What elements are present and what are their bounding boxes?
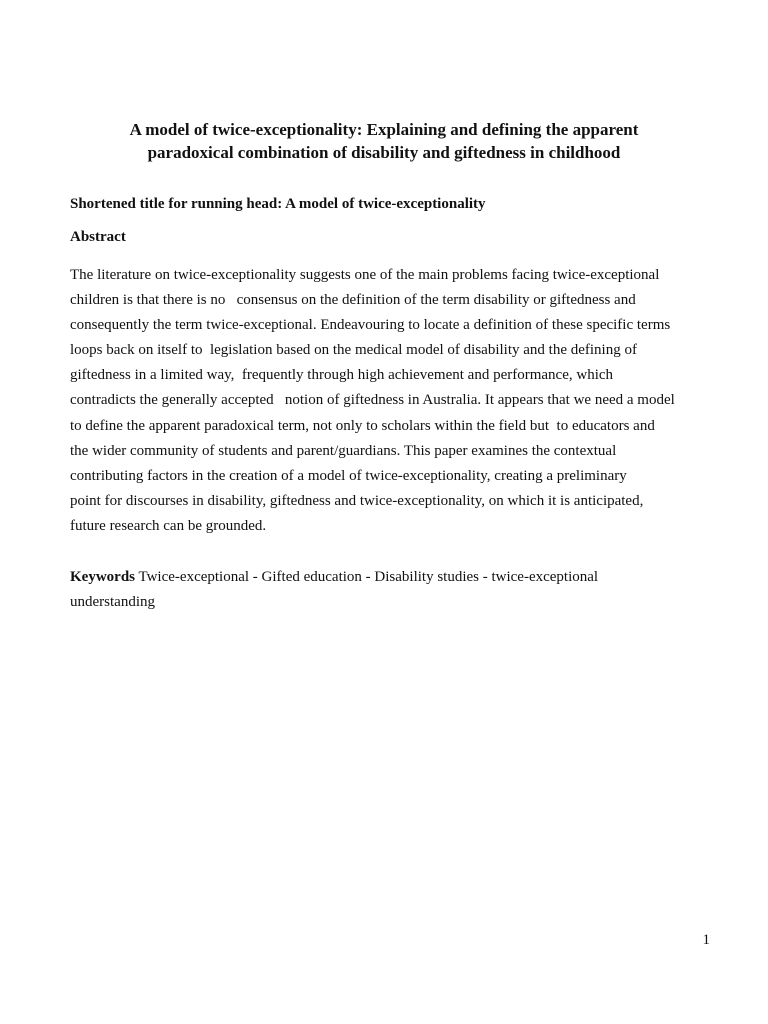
keywords-text: Twice-exceptional - Gifted education - Disability studies - twice-exceptional bbox=[135, 569, 599, 585]
page-number: 1 bbox=[702, 932, 710, 948]
keywords-line bbox=[70, 565, 710, 590]
abstract-line: the wider community of students and parent/guardians. This paper examines the contextual bbox=[70, 442, 617, 459]
abstract-line: contradicts the generally accepted notion of giftedness in Australia. It appears that we need a model bbox=[70, 392, 675, 409]
paper-title bbox=[70, 118, 698, 164]
paper-title-line: A model of twice-exceptionality: Explaining and defining the apparent bbox=[129, 120, 639, 139]
abstract-line: contributing factors in the creation of a model of twice-exceptionality, creating a preliminary bbox=[70, 467, 627, 484]
abstract-line: The literature on twice-exceptionality suggests one of the main problems facing twice-exceptional bbox=[70, 267, 660, 283]
abstract-line: consequently the term twice-exceptional. Endeavouring to locate a definition of these specific terms bbox=[70, 317, 671, 334]
paper-title-line: paradoxical combination of disability and giftedness in childhood bbox=[147, 143, 621, 162]
abstract-line: future research can be grounded. bbox=[70, 517, 267, 534]
abstract-line: point for discourses in disability, giftedness and twice-exceptionality, on which it is anticipated, bbox=[70, 492, 644, 509]
abstract-line: giftedness in a limited way, frequently through high achievement and performance, which bbox=[70, 367, 614, 384]
abstract-line: children is that there is no consensus on the definition of the term disability or giftedness and bbox=[70, 292, 636, 309]
abstract-line: loops back on itself to legislation based on the medical model of disability and the defining of bbox=[70, 342, 637, 359]
abstract-line: to define the apparent paradoxical term, not only to scholars within the field but to educators and bbox=[70, 417, 655, 434]
keywords-text-continued: understanding bbox=[70, 594, 155, 611]
abstract-heading: Abstract bbox=[70, 229, 126, 245]
keywords-label: Keywords bbox=[70, 569, 135, 585]
keywords-paragraph bbox=[70, 565, 710, 615]
abstract-body bbox=[70, 263, 710, 539]
running-head: Shortened title for running head: A model of twice-exceptionality bbox=[70, 196, 486, 212]
